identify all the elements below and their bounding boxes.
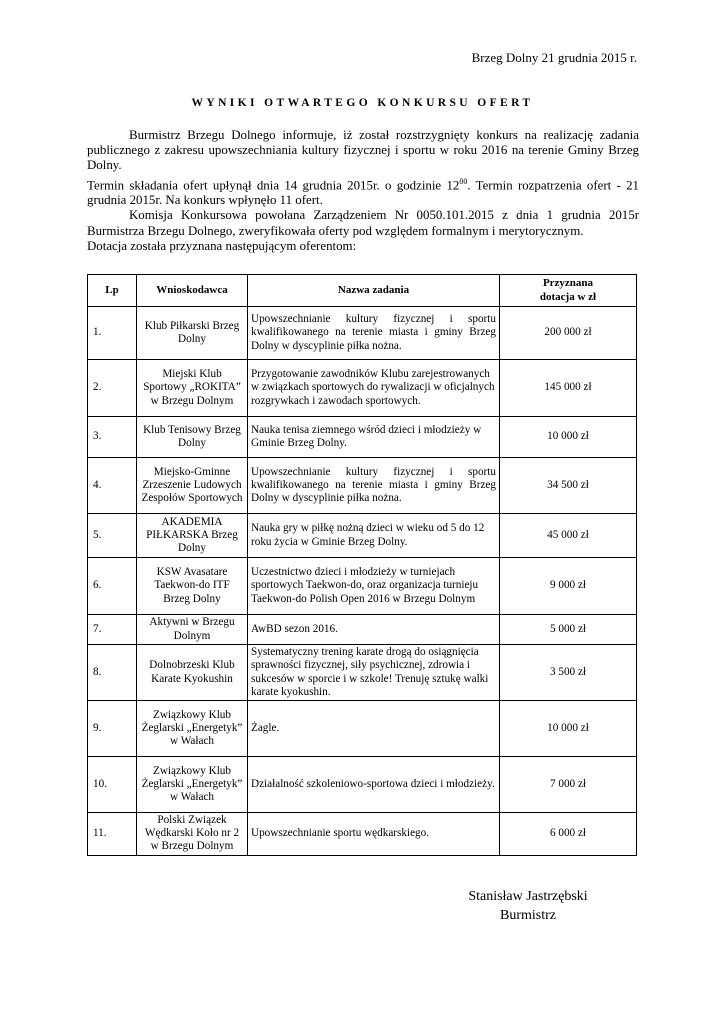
signature-name: Stanisław Jastrzębski — [468, 889, 588, 904]
cell-lp: 6. — [88, 558, 137, 615]
cell-applicant: Dolnobrzeski Klub Karate Kyokushin — [137, 645, 248, 701]
intro-p2-part-a: Termin składania ofert upłynął dnia 14 grudnia 2015r. o godzinie 12 — [87, 177, 460, 192]
cell-lp: 9. — [88, 701, 137, 757]
intro-paragraph-1: Burmistrz Brzegu Dolnego informuje, iż został rozstrzygnięty konkurs na realizację zadania publicznego z zakresu upowszechniania kultury fizycznej i sportu w roku 2016 na terenie Gminy Brzeg Dolny. — [87, 128, 639, 173]
table-row — [88, 813, 637, 856]
cell-grant: 45 000 zł — [500, 514, 637, 558]
cell-lp: 2. — [88, 360, 137, 417]
cell-lp: 3. — [88, 417, 137, 458]
cell-applicant: KSW Avasatare Taekwon-do ITF Brzeg Dolny — [137, 558, 248, 615]
cell-lp: 11. — [88, 813, 137, 856]
cell-task: Nauka tenisa ziemnego wśród dzieci i młodzieży w Gminie Brzeg Dolny. — [248, 417, 500, 458]
signature-role: Burmistrz — [500, 908, 556, 923]
header-lp: Lp — [88, 275, 137, 307]
table-row — [88, 417, 637, 458]
header-grant-line-1: Przyznana — [542, 277, 594, 290]
cell-grant: 3 500 zł — [500, 645, 637, 701]
header-grant-line-2: dotacja w zł — [539, 290, 597, 303]
table-row — [88, 360, 637, 417]
cell-applicant: Związkowy Klub Żeglarski „Energetyk” w Wałach — [137, 701, 248, 757]
document-date: Brzeg Dolny 21 grudnia 2015 r. — [471, 50, 637, 65]
cell-task: AwBD sezon 2016. — [248, 615, 500, 645]
cell-applicant: AKADEMIA PIŁKARSKA Brzeg Dolny — [137, 514, 248, 558]
cell-lp: 10. — [88, 757, 137, 813]
cell-task: Nauka gry w piłkę nożną dzieci w wieku od 5 do 12 roku życia w Gminie Brzeg Dolny. — [248, 514, 500, 558]
cell-applicant: Związkowy Klub Żeglarski „Energetyk” w Wałach — [137, 757, 248, 813]
cell-grant: 10 000 zł — [500, 417, 637, 458]
cell-task: Przygotowanie zawodników Klubu zarejestrowanych w związkach sportowych do rywalizacji w oficjalnych rozgrywkach i zawodach sportowych. — [248, 360, 500, 417]
table-row — [88, 615, 637, 645]
intro-paragraph-3: Komisja Konkursowa powołana Zarządzeniem Nr 0050.101.2015 z dnia 1 grudnia 2015r Burmistrza Brzegu Dolnego, zweryfikowała oferty pod względem formalnym i merytorycznym. — [87, 208, 639, 238]
cell-task: Upowszechnianie kultury fizycznej i sportu kwalifikowanego na terenie miasta i gminy Brzeg Dolny w dyscyplinie piłka nożna. — [248, 307, 500, 360]
cell-task: Systematyczny trening karate drogą do osiągnięcia sprawności fizycznej, siły psychicznej, zdrowia i sukcesów w sporcie i w szkole! Trenuję sztukę walki karate kyokushin. — [248, 645, 500, 701]
cell-applicant: Polski Związek Wędkarski Koło nr 2 w Brzegu Dolnym — [137, 813, 248, 856]
intro-paragraph-4: Dotacja została przyznana następującym oferentom: — [87, 238, 357, 253]
cell-grant: 10 000 zł — [500, 701, 637, 757]
table-row — [88, 645, 637, 701]
cell-grant: 200 000 zł — [500, 307, 637, 360]
cell-task: Upowszechnianie sportu wędkarskiego. — [248, 813, 500, 856]
cell-task: Działalność szkoleniowo-sportowa dzieci i młodzieży. — [248, 757, 500, 813]
table-header-row — [88, 275, 637, 307]
cell-lp: 5. — [88, 514, 137, 558]
header-applicant: Wnioskodawca — [137, 275, 248, 307]
table-body — [88, 307, 637, 856]
cell-lp: 8. — [88, 645, 137, 701]
cell-lp: 1. — [88, 307, 137, 360]
table-row — [88, 514, 637, 558]
cell-grant: 145 000 zł — [500, 360, 637, 417]
cell-grant: 9 000 zł — [500, 558, 637, 615]
cell-grant: 7 000 zł — [500, 757, 637, 813]
table-row — [88, 757, 637, 813]
intro-p2-part-b: . Termin rozpatrzenia ofert - 21 grudnia 2015r. Na konkurs wpłynęło 11 ofert. — [87, 177, 640, 208]
cell-task: Upowszechnianie kultury fizycznej i sportu kwalifikowanego na terenie miasta i gminy Brzeg Dolny w dyscyplinie piłka nożna. — [248, 458, 500, 514]
table-row — [88, 307, 637, 360]
cell-applicant: Miejski Klub Sportowy „ROKITA” w Brzegu Dolnym — [137, 360, 248, 417]
intro-paragraph-2 — [87, 174, 639, 209]
table-row — [88, 558, 637, 615]
table-row — [88, 458, 637, 514]
cell-grant: 6 000 zł — [500, 813, 637, 856]
intro-p2-superscript: 00 — [459, 176, 468, 186]
cell-applicant: Aktywni w Brzegu Dolnym — [137, 615, 248, 645]
cell-task: Uczestnictwo dzieci i młodzieży w turniejach sportowych Taekwon-do, oraz organizacja turnieju Taekwon-do Polish Open 2016 w Brzegu Dolnym — [248, 558, 500, 615]
signature-block — [448, 887, 608, 925]
cell-task: Żagle. — [248, 701, 500, 757]
document-title: WYNIKI OTWARTEGO KONKURSU OFERT — [191, 97, 534, 109]
cell-lp: 7. — [88, 615, 137, 645]
header-grant — [500, 275, 637, 307]
cell-applicant: Miejsko-Gminne Zrzeszenie Ludowych Zespołów Sportowych — [137, 458, 248, 514]
table-row — [88, 701, 637, 757]
results-table — [87, 274, 637, 856]
cell-applicant: Klub Tenisowy Brzeg Dolny — [137, 417, 248, 458]
header-task: Nazwa zadania — [248, 275, 500, 307]
cell-grant: 34 500 zł — [500, 458, 637, 514]
intro-text — [87, 128, 639, 254]
cell-applicant: Klub Piłkarski Brzeg Dolny — [137, 307, 248, 360]
cell-grant: 5 000 zł — [500, 615, 637, 645]
cell-lp: 4. — [88, 458, 137, 514]
